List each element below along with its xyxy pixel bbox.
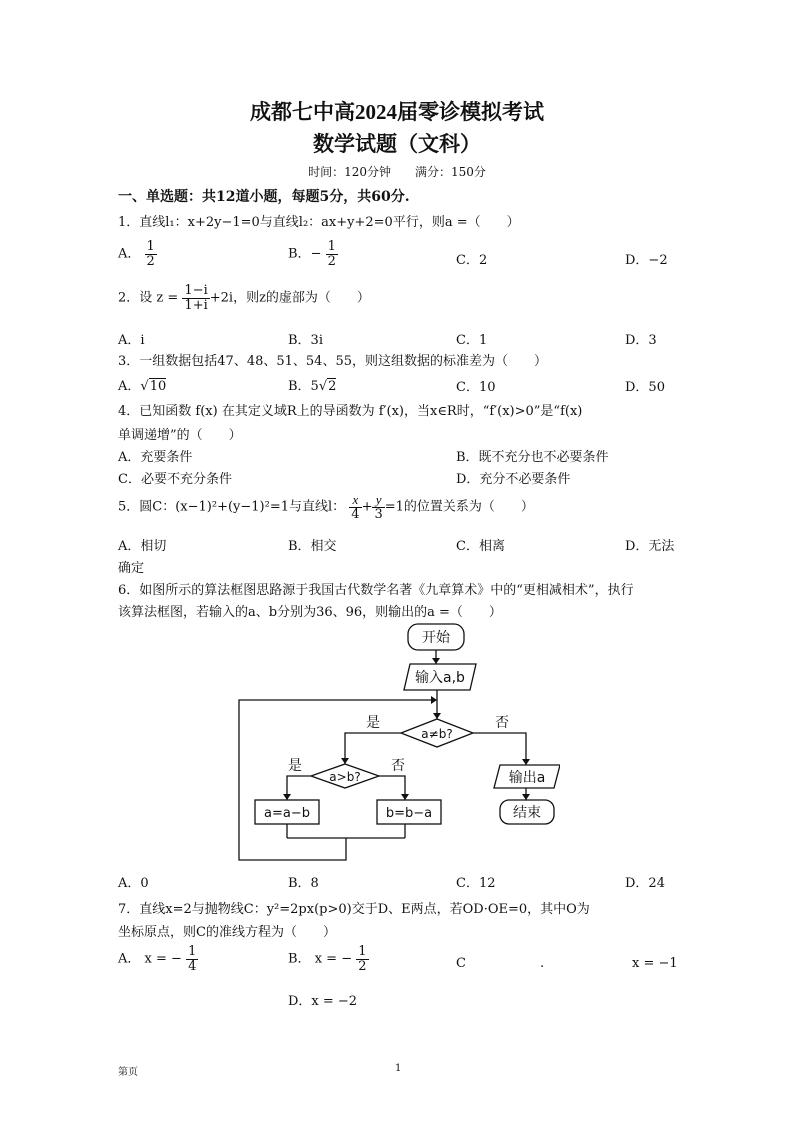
flow-no1-label: 否: [495, 715, 509, 731]
q1-option-a-fraction: $\frac{1}{2}$: [146, 239, 155, 269]
q7-option-b-fraction: $\frac{1}{2}$: [358, 944, 367, 974]
q1-stem: 1．直线l₁：x+2y−1=0与直线l₂：ax+y+2=0平行，则a =（ ）: [118, 215, 520, 230]
footer-page-label: 第页: [118, 1067, 138, 1078]
q1-option-d: D．−2: [625, 253, 668, 268]
q7-option-b: B． x = − $\frac{1}{2}$: [288, 944, 367, 974]
q4-option-a: A．充要条件: [118, 450, 193, 465]
q6-option-d: D．24: [625, 876, 665, 891]
q7-stem-line1: 7．直线x=2与抛物线C：y²=2px(p>0)交于D、E两点，若OD·OE=0，其中O为: [118, 902, 590, 917]
flow-no2-line: [379, 776, 405, 800]
q6-option-c: C．12: [456, 876, 496, 891]
flow-no1-line: [473, 733, 526, 765]
exam-time-info: 时间：120分钟 满分：150分: [308, 165, 486, 179]
flow-assign-b-label: b=b−a: [385, 806, 433, 821]
q4-option-d: D．充分不必要条件: [456, 472, 571, 487]
exam-subtitle: 数学试题（文科）: [313, 132, 481, 156]
flow-cond2-label: a>b?: [329, 770, 361, 784]
q5-option-c: C．相离: [456, 539, 505, 554]
q2-option-c: C．1: [456, 333, 488, 348]
q7-option-d: D．x = −2: [288, 994, 358, 1009]
q2-option-a: A．i: [118, 333, 145, 348]
q7-option-a-fraction: $\frac{1}{4}$: [188, 944, 197, 974]
flow-cond1-label: a≠b?: [421, 727, 453, 741]
q7-option-a: A． x = − $\frac{1}{4}$: [118, 944, 197, 974]
q2-option-d: D．3: [625, 333, 657, 348]
q1-option-c: C．2: [456, 253, 488, 268]
flow-yes2-line: [287, 776, 311, 800]
flow-input-label: 输入a,b: [415, 670, 465, 686]
q3-option-a: A．√10: [118, 379, 167, 394]
q1-option-b-fraction: $\frac{1}{2}$: [327, 239, 336, 269]
q6-option-a: A．0: [118, 876, 149, 891]
flow-assign-a-label: a=a−b: [264, 806, 310, 821]
q1-option-b: B．− $\frac{1}{2}$: [288, 239, 336, 269]
q2-stem: 2．设 z = $\frac{1-i}{1+i}$ +2i，则z的虚部为（ ）: [118, 283, 370, 313]
q5-option-d-cont: 确定: [118, 561, 145, 576]
flow-output-label: 输出a: [508, 770, 546, 786]
q7-option-c-dot: .: [540, 956, 545, 971]
q4-stem-line2: 单调递增”的（ ）: [118, 428, 242, 443]
q3-option-c: C．10: [456, 380, 496, 395]
q6-stem-line2: 该算法框图，若输入的a、b分别为36、96，则输出的a =（ ）: [118, 605, 502, 620]
q7-option-c-label: C: [456, 956, 466, 971]
q7-stem-line2: 坐标原点，则C的准线方程为（ ）: [118, 925, 336, 940]
q1-option-b-label: B．: [288, 246, 311, 262]
algorithm-flowchart: [230, 618, 560, 868]
q5-fraction-x: $\frac{x}{4}$: [351, 492, 360, 522]
q5-option-b: B．相交: [288, 539, 337, 554]
q5-stem: 5．圆C：(x−1)²+(y−1)²=1与直线l： $\frac{x}{4}$ + $\frac{y}{3}$ =1的位置关系为（ ）: [118, 492, 534, 522]
q3-option-d: D．50: [625, 380, 665, 395]
q5-fraction-y: $\frac{y}{3}$: [374, 492, 383, 522]
flow-yes2-label: 是: [288, 758, 302, 774]
q2-fraction: $\frac{1-i}{1+i}$: [184, 283, 208, 313]
flow-yes1-label: 是: [366, 715, 380, 731]
flow-start-label: 开始: [422, 630, 450, 646]
q2-option-b: B．3i: [288, 333, 323, 348]
q1-option-a-label: A．: [118, 246, 141, 262]
q6-stem-line1: 6．如图所示的算法框图思路源于我国古代数学名著《九章算术》中的“更相减相术”，执行: [118, 583, 634, 598]
q5-option-d: D．无法: [625, 539, 675, 554]
section-heading: 一、单选题：共12道小题，每题5分，共60分.: [118, 189, 410, 205]
flow-end-label: 结束: [513, 805, 541, 821]
exam-title: 成都七中高2024届零诊模拟考试: [250, 100, 544, 124]
q4-option-b: B．既不充分也不必要条件: [456, 450, 609, 465]
q3-stem: 3．一组数据包括47、48、51、54、55，则这组数据的标准差为（ ）: [118, 354, 547, 369]
q4-stem-line1: 4．已知函数 f(x) 在其定义域R上的导函数为 f′(x)，当x∈R时，“f′(x)>0”是“f(x): [118, 404, 583, 419]
q3-option-b: B．5√2: [288, 379, 337, 394]
q4-option-c: C．必要不充分条件: [118, 472, 232, 487]
q5-option-a: A．相切: [118, 539, 167, 554]
q1-option-a: [118, 240, 157, 268]
flow-no2-label: 否: [391, 758, 405, 774]
q6-option-b: B．8: [288, 876, 319, 891]
footer-page-number: 1: [395, 1063, 402, 1074]
q7-option-c-equation: x = −1: [632, 956, 678, 971]
